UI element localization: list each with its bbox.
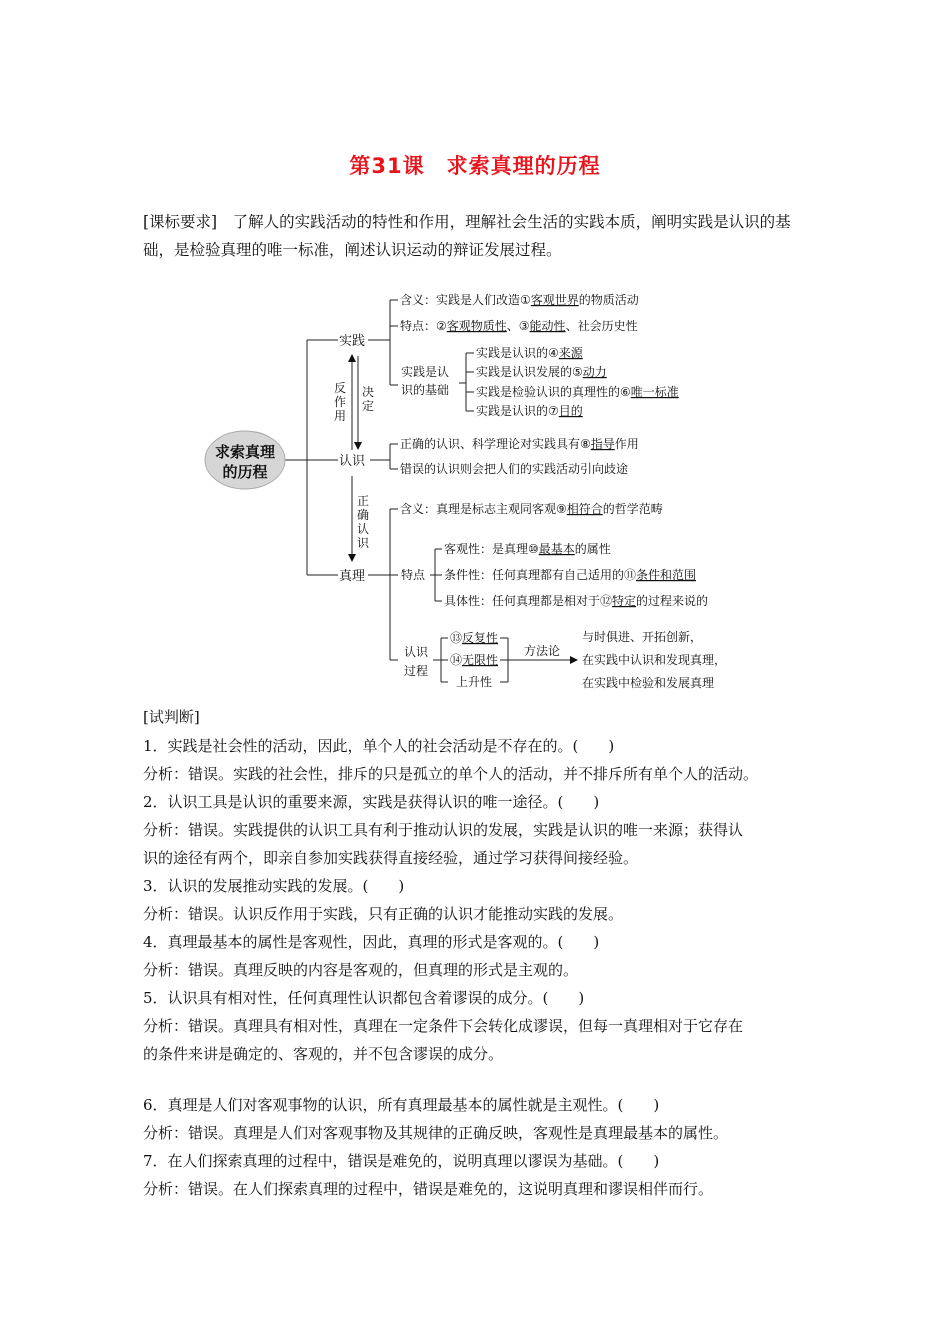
svg-text:确: 确 — [357, 508, 370, 522]
analysis-6: 分析：错误。真理是人们对客观事物及其规律的正确反映，客观性是真理最基本的属性。 — [143, 1124, 729, 1142]
methodology-label: 方法论 — [524, 644, 561, 658]
analysis-5b: 的条件来讲是确定的、客观的，并不包含谬误的成分。 — [143, 1045, 504, 1063]
svg-text:识: 识 — [357, 536, 370, 550]
question-3: 3．认识的发展推动实践的发展。( ) — [143, 877, 405, 895]
question-1: 1．实践是社会性的活动，因此，单个人的社会活动是不存在的。( ) — [143, 737, 615, 755]
question-2: 2．认识工具是认识的重要来源，实践是获得认识的唯一途径。( ) — [143, 793, 600, 811]
basis-item-2: 实践是认识发展的⑤动力 — [476, 365, 607, 379]
knowledge-item-2: 错误的认识则会把人们的实践活动引向歧途 — [400, 462, 629, 476]
truth-features: 特点 — [401, 568, 426, 582]
analysis-7: 分析：错误。在人们探索真理的过程中，错误是难免的，这说明真理和谬误相伴而行。 — [143, 1180, 714, 1198]
truth-meaning: 含义：真理是标志主观同客观⑨相符合的哲学范畴 — [400, 502, 663, 516]
process-item-2: ⑭无限性 — [450, 653, 499, 667]
process-item-1: ⑬反复性 — [450, 631, 499, 645]
analysis-2a: 分析：错误。实践提供的认识工具有利于推动认识的发展，实践是认识的唯一来源；获得认 — [143, 821, 744, 839]
analysis-4: 分析：错误。真理反映的内容是客观的，但真理的形式是主观的。 — [143, 961, 579, 979]
process-label-1: 认识 — [404, 645, 429, 659]
arrow-label-correct — [357, 494, 370, 550]
curriculum-requirement: [课标要求] 了解人的实践活动的特性和作用，理解社会生活的实践本质，阐明实践是认识的基础，是检验真理的唯一标准，阐述认识运动的辩证发展过程。 — [143, 213, 791, 259]
process-label-2: 过程 — [404, 664, 429, 678]
center-label-2: 的历程 — [222, 463, 268, 481]
analysis-2b: 识的途径有两个，即亲自参加实践获得直接经验，通过学习获得间接经验。 — [143, 849, 639, 867]
svg-text:正: 正 — [357, 494, 370, 508]
node-practice: 实践 — [339, 334, 366, 349]
judge-header: [试判断] — [143, 708, 200, 726]
svg-text:作: 作 — [334, 395, 347, 409]
analysis-1: 分析：错误。实践的社会性，排斥的只是孤立的单个人的活动，并不排斥所有单个人的活动。 — [143, 765, 759, 783]
practice-basis-2: 识的基础 — [401, 383, 450, 397]
svg-text:反: 反 — [334, 381, 347, 395]
question-4: 4．真理最基本的属性是客观性，因此，真理的形式是客观的。( ) — [143, 933, 600, 951]
basis-item-3: 实践是检验认识的真理性的⑥唯一标准 — [476, 385, 679, 399]
basis-item-1: 实践是认识的④来源 — [476, 346, 583, 360]
svg-text:用: 用 — [334, 409, 347, 423]
feature-concrete: 具体性：任何真理都是相对于⑫特定的过程来说的 — [444, 594, 709, 608]
methodology-1: 与时俱进、开拓创新， — [582, 630, 703, 644]
basis-item-4: 实践是认识的⑦目的 — [476, 404, 583, 418]
feature-objective: 客观性：是真理⑩最基本的属性 — [444, 542, 611, 556]
feature-conditional: 条件性：任何真理都有自己适用的⑪条件和范围 — [444, 568, 697, 582]
page-title: 第31课 求索真理的历程 — [349, 154, 601, 178]
practice-features: 特点：②客观物质性、③能动性、社会历史性 — [400, 319, 638, 333]
question-7: 7．在人们探索真理的过程中，错误是难免的，说明真理以谬误为基础。( ) — [143, 1152, 660, 1170]
process-item-3: 上升性 — [456, 675, 493, 689]
node-knowledge: 认识 — [339, 454, 366, 469]
question-6: 6．真理是人们对客观事物的认识，所有真理最基本的属性就是主观性。( ) — [143, 1096, 660, 1114]
node-truth: 真理 — [339, 569, 366, 584]
analysis-5a: 分析：错误。真理具有相对性，真理在一定条件下会转化成谬误，但每一真理相对于它存在 — [143, 1017, 744, 1035]
svg-text:认: 认 — [357, 522, 370, 536]
practice-meaning: 含义：实践是人们改造①客观世界的物质活动 — [400, 293, 639, 307]
arrow-label-decide — [362, 384, 374, 413]
question-5: 5．认识具有相对性，任何真理性认识都包含着谬误的成分。( ) — [143, 989, 585, 1007]
knowledge-item-1: 正确的认识、科学理论对实践具有⑧指导作用 — [400, 437, 639, 451]
methodology-2: 在实践中认识和发现真理， — [582, 653, 727, 667]
svg-text:定: 定 — [362, 399, 375, 413]
arrow-label-counteract — [334, 381, 346, 423]
center-label-1: 求索真理 — [214, 443, 276, 461]
methodology-3: 在实践中检验和发展真理 — [582, 676, 715, 690]
analysis-3: 分析：错误。认识反作用于实践，只有正确的认识才能推动实践的发展。 — [143, 905, 624, 923]
svg-text:决: 决 — [362, 385, 375, 399]
practice-basis-1: 实践是认 — [401, 365, 450, 379]
